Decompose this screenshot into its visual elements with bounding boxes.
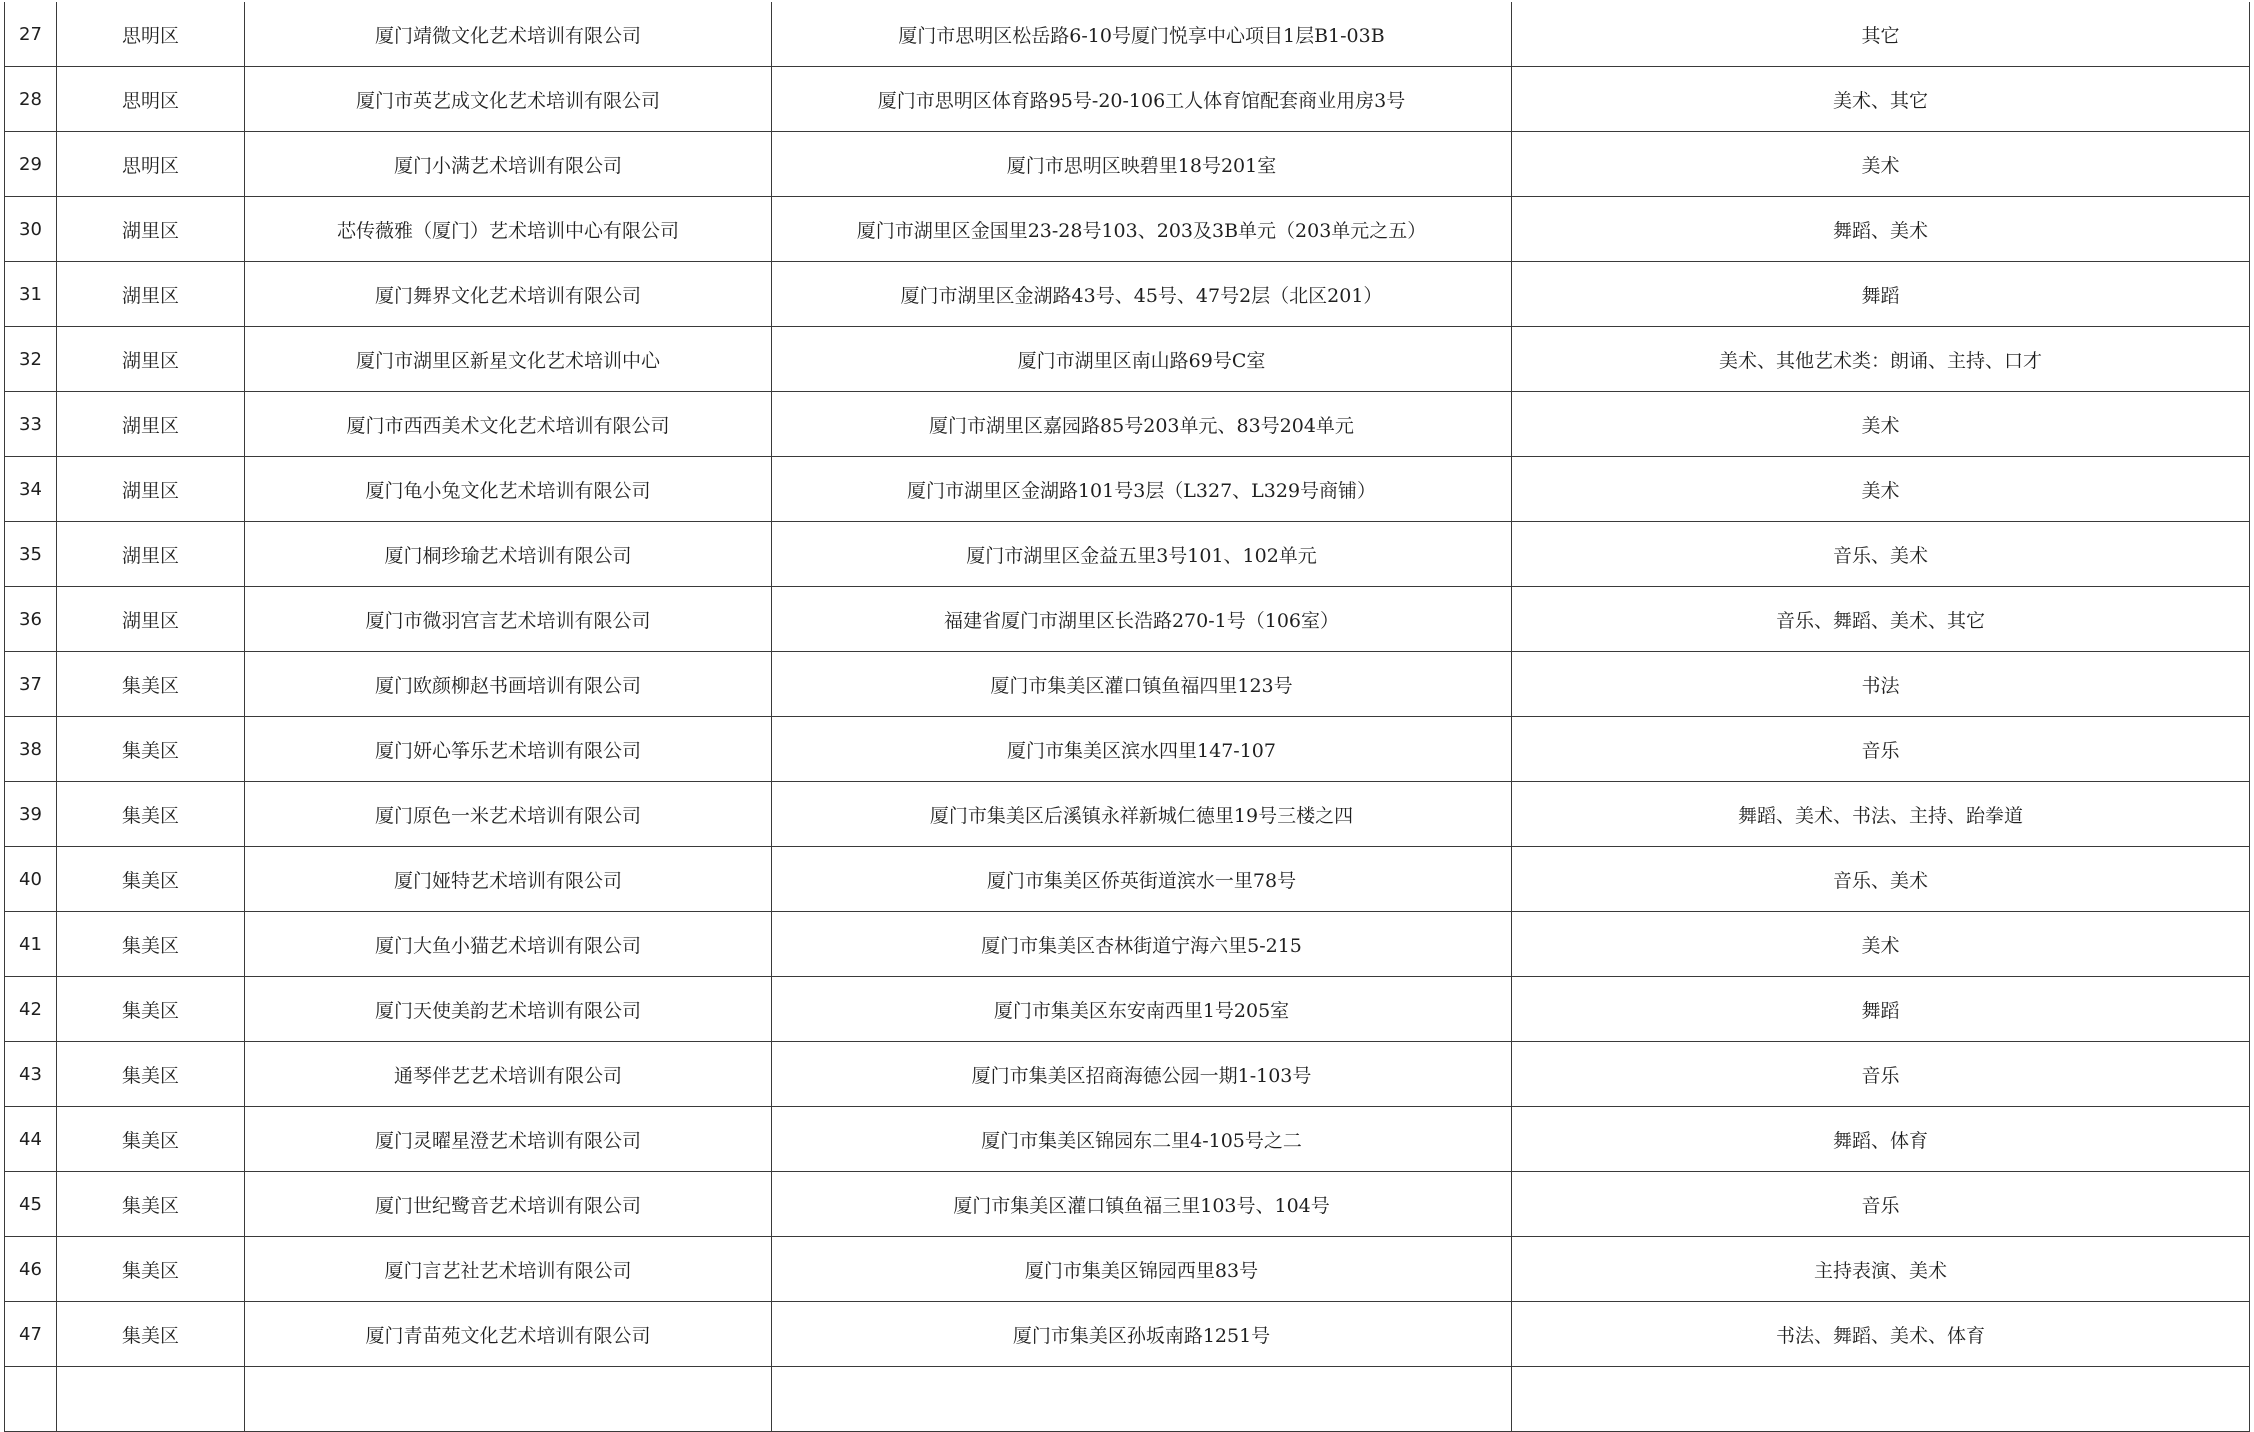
cell-category: 美术 xyxy=(1512,392,2250,457)
cell-no: 31 xyxy=(5,262,57,327)
cell-name: 厦门靖微文化艺术培训有限公司 xyxy=(245,2,772,67)
cell-district: 湖里区 xyxy=(57,457,245,522)
cell-category: 音乐、美术 xyxy=(1512,847,2250,912)
table-row xyxy=(5,977,2250,1042)
cell-district: 集美区 xyxy=(57,652,245,717)
cell-no: 44 xyxy=(5,1107,57,1172)
cell-district: 集美区 xyxy=(57,1042,245,1107)
cell-category: 书法 xyxy=(1512,652,2250,717)
cell-name: 厦门市微羽宫言艺术培训有限公司 xyxy=(245,587,772,652)
cell-name: 厦门世纪鹭音艺术培训有限公司 xyxy=(245,1172,772,1237)
cell-district: 集美区 xyxy=(57,1237,245,1302)
cell-district: 思明区 xyxy=(57,132,245,197)
cell-name: 芯传薇雅（厦门）艺术培训中心有限公司 xyxy=(245,197,772,262)
cell-district: 集美区 xyxy=(57,1302,245,1367)
cell-no: 33 xyxy=(5,392,57,457)
cell-district: 湖里区 xyxy=(57,197,245,262)
cell-category: 舞蹈 xyxy=(1512,977,2250,1042)
cell-category: 音乐 xyxy=(1512,717,2250,782)
cell-address: 厦门市集美区杏林街道宁海六里5-215 xyxy=(772,912,1512,977)
cell-name: 厦门小满艺术培训有限公司 xyxy=(245,132,772,197)
cell-category: 美术 xyxy=(1512,457,2250,522)
cell-district: 集美区 xyxy=(57,782,245,847)
cell-address: 厦门市集美区锦园东二里4-105号之二 xyxy=(772,1107,1512,1172)
cell-address: 厦门市湖里区金湖路43号、45号、47号2层（北区201） xyxy=(772,262,1512,327)
table-row xyxy=(5,2,2250,67)
cell-name: 厦门桐珍瑜艺术培训有限公司 xyxy=(245,522,772,587)
table-row xyxy=(5,67,2250,132)
cell-address: 厦门市集美区滨水四里147-107 xyxy=(772,717,1512,782)
cell-category: 美术、其它 xyxy=(1512,67,2250,132)
table-row xyxy=(5,652,2250,717)
cell-category: 舞蹈、美术 xyxy=(1512,197,2250,262)
cell-address: 厦门市集美区后溪镇永祥新城仁德里19号三楼之四 xyxy=(772,782,1512,847)
cell-address: 厦门市思明区体育路95号-20-106工人体育馆配套商业用房3号 xyxy=(772,67,1512,132)
cell-no: 43 xyxy=(5,1042,57,1107)
table-row xyxy=(5,327,2250,392)
table-row xyxy=(5,1237,2250,1302)
cell-no: 38 xyxy=(5,717,57,782)
cell-district: 湖里区 xyxy=(57,392,245,457)
cell-district: 集美区 xyxy=(57,977,245,1042)
cell-category: 美术 xyxy=(1512,912,2250,977)
cell-category: 舞蹈、美术、书法、主持、跆拳道 xyxy=(1512,782,2250,847)
cell-address: 厦门市思明区松岳路6-10号厦门悦享中心项目1层B1-03B xyxy=(772,2,1512,67)
table-row xyxy=(5,392,2250,457)
cell-category: 其它 xyxy=(1512,2,2250,67)
cell-address: 厦门市集美区孙坂南路1251号 xyxy=(772,1302,1512,1367)
cell-address: 厦门市湖里区金国里23-28号103、203及3B单元（203单元之五） xyxy=(772,197,1512,262)
cell-no: 29 xyxy=(5,132,57,197)
cell-name: 厦门大鱼小猫艺术培训有限公司 xyxy=(245,912,772,977)
cell-name: 厦门龟小兔文化艺术培训有限公司 xyxy=(245,457,772,522)
cell-name: 厦门青苗苑文化艺术培训有限公司 xyxy=(245,1302,772,1367)
table-row xyxy=(5,1042,2250,1107)
cell-category: 美术 xyxy=(1512,132,2250,197)
cell-address: 厦门市集美区招商海德公园一期1-103号 xyxy=(772,1042,1512,1107)
table-row xyxy=(5,522,2250,587)
cell-category: 音乐、舞蹈、美术、其它 xyxy=(1512,587,2250,652)
cell-name: 厦门市西西美术文化艺术培训有限公司 xyxy=(245,392,772,457)
cell-address: 厦门市湖里区金湖路101号3层（L327、L329号商铺） xyxy=(772,457,1512,522)
table-row xyxy=(5,782,2250,847)
cell-name: 厦门市湖里区新星文化艺术培训中心 xyxy=(245,327,772,392)
cell-address: 厦门市湖里区南山路69号C室 xyxy=(772,327,1512,392)
cell-no: 40 xyxy=(5,847,57,912)
cell-no: 42 xyxy=(5,977,57,1042)
cell-district: 集美区 xyxy=(57,847,245,912)
cell-category: 音乐、美术 xyxy=(1512,522,2250,587)
cell-district: 湖里区 xyxy=(57,327,245,392)
cell-name: 厦门原色一米艺术培训有限公司 xyxy=(245,782,772,847)
cell-address: 福建省厦门市湖里区长浩路270-1号（106室） xyxy=(772,587,1512,652)
table-row xyxy=(5,132,2250,197)
cell-district: 湖里区 xyxy=(57,587,245,652)
table-row xyxy=(5,457,2250,522)
cell-no: 39 xyxy=(5,782,57,847)
cell-name: 厦门欧颜柳赵书画培训有限公司 xyxy=(245,652,772,717)
cell-no: 47 xyxy=(5,1302,57,1367)
table-row xyxy=(5,1107,2250,1172)
table-row xyxy=(5,912,2250,977)
cell-district: 集美区 xyxy=(57,1172,245,1237)
table-row xyxy=(5,717,2250,782)
table-row xyxy=(5,262,2250,327)
cell-no: 46 xyxy=(5,1237,57,1302)
cell-name: 厦门舞界文化艺术培训有限公司 xyxy=(245,262,772,327)
cell-no: 34 xyxy=(5,457,57,522)
cell-name: 厦门妍心筝乐艺术培训有限公司 xyxy=(245,717,772,782)
cell-district: 思明区 xyxy=(57,2,245,67)
cell-no: 27 xyxy=(5,2,57,67)
cell-category: 舞蹈 xyxy=(1512,262,2250,327)
cell-no: 32 xyxy=(5,327,57,392)
cell-address: 厦门市集美区灌口镇鱼福三里103号、104号 xyxy=(772,1172,1512,1237)
cell-name: 厦门灵曜星澄艺术培训有限公司 xyxy=(245,1107,772,1172)
cell-address: 厦门市集美区东安南西里1号205室 xyxy=(772,977,1512,1042)
table-body xyxy=(5,2,2250,1432)
table-row xyxy=(5,847,2250,912)
cell-no: 45 xyxy=(5,1172,57,1237)
cell-address: 厦门市湖里区金益五里3号101、102单元 xyxy=(772,522,1512,587)
cell-address: 厦门市集美区锦园西里83号 xyxy=(772,1237,1512,1302)
cell-name: 厦门天使美韵艺术培训有限公司 xyxy=(245,977,772,1042)
table-row xyxy=(5,197,2250,262)
cell-no: 28 xyxy=(5,67,57,132)
table-row xyxy=(5,1302,2250,1367)
cell-address: 厦门市集美区侨英街道滨水一里78号 xyxy=(772,847,1512,912)
cell-address: 厦门市湖里区嘉园路85号203单元、83号204单元 xyxy=(772,392,1512,457)
cell-category: 书法、舞蹈、美术、体育 xyxy=(1512,1302,2250,1367)
cell-name: 厦门娅特艺术培训有限公司 xyxy=(245,847,772,912)
cell-category: 舞蹈、体育 xyxy=(1512,1107,2250,1172)
cell-no: 35 xyxy=(5,522,57,587)
cell-name: 厦门言艺社艺术培训有限公司 xyxy=(245,1237,772,1302)
cell-name: 通琴伴艺艺术培训有限公司 xyxy=(245,1042,772,1107)
cell-address: 厦门市思明区映碧里18号201室 xyxy=(772,132,1512,197)
cell-no: 30 xyxy=(5,197,57,262)
cell-category: 美术、其他艺术类：朗诵、主持、口才 xyxy=(1512,327,2250,392)
table-row-tail xyxy=(5,1367,2250,1432)
cell-category: 音乐 xyxy=(1512,1042,2250,1107)
cell-no: 37 xyxy=(5,652,57,717)
cell-district: 思明区 xyxy=(57,67,245,132)
cell-address: 厦门市集美区灌口镇鱼福四里123号 xyxy=(772,652,1512,717)
cell-category: 主持表演、美术 xyxy=(1512,1237,2250,1302)
cell-district: 湖里区 xyxy=(57,522,245,587)
cell-category: 音乐 xyxy=(1512,1172,2250,1237)
table-row xyxy=(5,587,2250,652)
cell-district: 湖里区 xyxy=(57,262,245,327)
table-row xyxy=(5,1172,2250,1237)
cell-no: 41 xyxy=(5,912,57,977)
cell-district: 集美区 xyxy=(57,717,245,782)
cell-district: 集美区 xyxy=(57,1107,245,1172)
institution-table xyxy=(4,2,2250,1432)
cell-district: 集美区 xyxy=(57,912,245,977)
cell-no: 36 xyxy=(5,587,57,652)
cell-name: 厦门市英艺成文化艺术培训有限公司 xyxy=(245,67,772,132)
